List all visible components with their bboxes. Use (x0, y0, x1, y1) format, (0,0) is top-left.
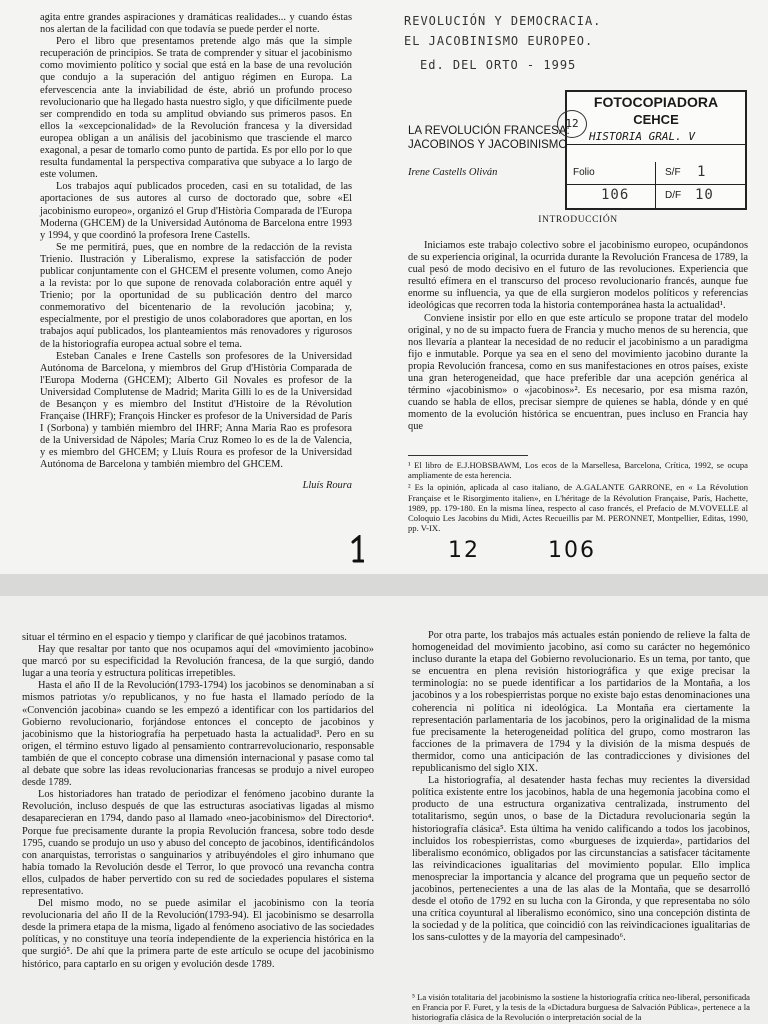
df-label: D/F (665, 190, 682, 201)
paragraph: Por otra parte, los trabajos más actuales están poniendo de relieve la falta de homogeneidad del movimiento jacobino, así como su carácter no hegemónico incluso durante la etapa del Gobierno revolucionario. Es un tema, por tanto, que se encuentra en plena revisión historiográfica y que exige precisar la terminología: no se puede identificar a los partidarios de la Montaña, a los jacobinos y a los robespierristas porque no existe bajo estas denominaciones una coherencia ni política ni ideológica. La Montaña era ciertamente la representación parlamentaria de los jacobinos, pero la originalidad de la misma fue precisamente la heterogeneidad política del grupo, como mostraron las facciones de la primavera de 1794 y la división de la misma después de thermidor, como una anticipación de las contradicciones y divisiones del republicanismo del siglo XIX. (412, 630, 750, 775)
paragraph: Hasta el año II de la Revolución(1793-1794) los jacobinos se denominaban a sí mismos patriotas y/o republicanos, y no fue hasta el llamado período de la «Convención jacobina» cuando se les empezó a identificar con los partidarios del Gobierno revolucionario, forjándose entonces el concepto de jacobinos y jacobinismo que la historiografía ha perpetuado hasta la actualidad³. Pero en su origen, el término estuvo ligado al pensamiento contrarrevolucionario, responsable también de que el concepto cobrase una dimensión internacional y pasase como tal al debate que sobre las ideas revolucionarias francesas se produjo a nivel europeo desde 1789. (22, 680, 374, 789)
paragraph: Del mismo modo, no se puede asimilar el jacobinismo con la teoría revolucionaria del año II de la Revolución(1793-94). El jacobinismo se desarrolla desde la primera etapa de la misma, ligado al fenómeno asociativo de las sociedades políticas, y no constituye una teoría independiente de la experiencia histórica en la que surgió⁵. De ahí que la primera parte de este artículo se ocupe del jacobinismo histórico, para captarlo en su origen y evolución desde 1789. (22, 898, 374, 970)
section-heading: INTRODUCCIÓN (538, 215, 618, 225)
photocopy-stamp-grid (565, 162, 747, 210)
stamp-subtitle: CEHCE (633, 112, 679, 127)
handwritten-note-line1: REVOLUCIÓN Y DEMOCRACIA. (404, 14, 602, 28)
paragraph: Los trabajos aquí publicados proceden, casi en su totalidad, de las aportaciones de sus autores al curso de doctorado que, sobre «El jacobinismo europeo», organizó el Grup d'Història Comparada de l'Europa Moderna (GHCEM) de la Universidad Autónoma de Barcelona entre 1993 y 1994, y que coordinó la profesora Irene Castells. (40, 181, 352, 241)
article-author: Irene Castells Oliván (408, 167, 498, 178)
df-value: 10 (695, 187, 714, 203)
page-divider (0, 574, 768, 596)
right-column-bottom (412, 630, 750, 944)
left-column-top (40, 12, 352, 494)
folio-label: Folio (573, 167, 595, 178)
handwritten-note-line3: Ed. DEL ORTO - 1995 (420, 58, 577, 72)
footnote-separator (408, 455, 528, 456)
bottom-page-spread (0, 596, 768, 1024)
paragraph: Conviene insistir por ello en que este artículo se propone tratar del modelo original, y no de su impacto fuera de Francia y mucho menos de su herencia, que nos llevaría a plantear la necesidad de no reducir el jacobinismo a un paradigma fijo e inmutable. Porque ya sea en el seno del movimiento jacobino durante la propia Revolución francesa, como en sus manifestaciones en otros países, existe una gran heterogeneidad, que hace preferible dar una acepción genérica al término «jacobinismo» o «jacobinos»². Es necesario, por esa misma razón, cuando se habla de ellos, precisar siempre de quienes se habla, dónde y en qué momento de la evolución histórica se encuentran, pues incluso en Francia hay que (408, 312, 748, 433)
page-number-right: 106 (548, 538, 596, 563)
folio-value: 106 (601, 187, 630, 203)
article-title: LA REVOLUCIÓN FRANCESA: JACOBINOS Y JACOBINISMO (408, 125, 570, 151)
right-column-top (408, 240, 748, 434)
signature: Lluís Roura (302, 479, 352, 491)
page-number-left: 12 (448, 538, 480, 563)
paragraph: Pero el libro que presentamos pretende algo más que la simple recuperación de principios. Se trata de comprender y situar el jacobinismo como movimiento político y social que está en la base de una revolución que condujo a la superación del antiguo régimen en Europa. La efervescencia ante la inviabilidad de éste, abrió un profundo proceso revolucionario que ha llegado hasta nuestro siglo, y que difícilmente puede ser comprendido en toda su amplitud obviando sus primeros pasos. En ellos la «excepcionalidad» de la Revolución francesa y la diversidad europea obligan a un análisis del jacobinismo que trasciende el marco exagonal, a pesar de tomarlo como punto de partida. Es por ello por lo que resulta fundamental la perspectiva comparativa que subyace a lo largo de este volumen. (40, 36, 352, 181)
footnote-5: ⁵ La visión totalitaria del jacobinismo la sostiene la historiografía crítica neo-liberal, personificada en Francia por F. Furet, y la tesis de la «Dictadura burguesa de Salvación Pública», pertenece a la historiografía clásica de la Revolución o interpretación social de la (412, 992, 750, 1023)
paragraph: Los historiadores han tratado de periodizar el fenómeno jacobino durante la Revolución, incluso después de que las estructuras asociativas ligadas al mismo desaparecieran en 1794, dando paso al llamado «neo-jacobinismo» del Directorio⁴. Porque fue precisamente durante la propia Revolución francesa, sobre todo desde 1795, cuando se produjo un uso y abuso del concepto de jacobinos, identificándolos con anarquistas, terroristas o sanguinarios y atribuyéndoles el giro inhumano que había tomado la Revolución desde el Terror, lo que provocó una revancha contra ellos, culpados de haber pervertido con su red de sociedades populares el sistema representativo. (22, 789, 374, 897)
footnote-2: ² Es la opinión, aplicada al caso italiano, de A.GALANTE GARRONE, en « La Révolution Française et le Risorgimento italien», en L'héritage de la Révolution Française, París, Hachette, 1989, pp. 179-180. En la misma línea, respecto al caso francés, el Prefacio de M.VOVELLE al Coloquio Les Jacobins du Midi, Actes Recueillis par M. PERONNET, Montpellier, Editas, 1990, pp. V-IX. (408, 482, 748, 534)
paragraph: situar el término en el espacio y tiempo y clarificar de qué jacobinos tratamos. (22, 632, 347, 643)
paragraph: Iniciamos este trabajo colectivo sobre el jacobinismo europeo, ocupándonos de su experiencia original, la ocurrida durante la Revolución Francesa de 1789, la cual pesó de modo decisivo en el futuro de las revoluciones. Experiencia que resultó efímera en el transcurso del proceso revolucionario francés, aunque fue enorme su influencia, ya que de ella surgieron modelos políticos y referencias ideológicas que recorren toda la historia contemporánea hasta la actualidad¹. (408, 240, 748, 312)
left-column-bottom (22, 632, 374, 971)
paragraph: agita entre grandes aspiraciones y dramáticas realidades... y cuando éstas nos alertan de la facilidad con que todavía se puede perder el norte. (40, 12, 352, 36)
footnotes-top (408, 460, 748, 535)
circled-number: 12 (557, 110, 587, 138)
handwritten-note-line2: EL JACOBINISMO EUROPEO. (404, 34, 594, 48)
paragraph: Se me permitirá, pues, que en nombre de la redacción de la revista Trienio. Ilustración y Liberalismo, exprese la satisfacción de poder publicar conjuntamente con el GHCEM el presente volumen, como Anejo a la revista: por lo que supone de renovada colaboración entre aquél y Trienio; por la oportunidad de su publicación dentro del marco conmemorativo del bicentenario de la revolución jacobina; y, especialmente, por el prestigio de unos colaboradores que aportan, en los trabajos aquí publicados, los planteamientos más renovadores y rigurosos de la historiografía europea actual sobre el tema. (40, 241, 352, 350)
photocopy-stamp (565, 90, 747, 166)
paragraph: Hay que resaltar por tanto que nos ocupamos aquí del «movimiento jacobino» que marcó por su especificidad la Revolución francesa, de la que surgió, dando lugar a una teoría y estructura políticas irrepetibles. (22, 644, 374, 680)
stamp-course: HISTORIA GRAL. V (589, 130, 695, 143)
paragraph: Esteban Canales e Irene Castells son profesores de la Universidad Autónoma de Barcelona, y miembros del Grup d'Història Comparada de l'Europa Moderna (GHCEM); Alberto Gil Novales es profesor de la Universidad Complutense de Madrid; Marita Gilli lo es de la Universidad de Besançon y es miembro del Institut d'Histoire de la Révolution Française (IHRF); François Hincker es profesor de la Universidad de París I (Sorbona) y también miembro del IHRF; Anna Maria Rao es profesora de la Universidad de Nápoles; María Cruz Romeo lo es de la de Valencia, y es miembro del GHCEM; y Lluís Roura es profesor de la Universidad Autónoma de Barcelona y también miembro del GHCEM. (40, 350, 352, 471)
handwritten-mark (350, 535, 364, 563)
paragraph: La historiografía, al desatender hasta fechas muy recientes la diversidad política existente entre los jacobinos, habla de una hegemonía jacobina como el producto de una estructura organizativa centralizada, instrumento del totalitarismo, según unos, o base de la Dictadura revolucionaria según la historiografía clásica⁵. Esta última ha venido calificando a todos los jacobinos, incluidos los robespierristas, como «burgueses de izquierda», partidarios del liberalismo económico, obligados por las circunstancias a satisfacer tácitamente las reivindicaciones igualitarias del movimiento popular. Ello implica menospreciar la importancia y alcance del programa que un pequeño sector de jacobinos, pertenecientes a una de las alas de la Montaña, que se desarrolló desde el otoño de 1792 en su lucha con la Gironda, y que representaba no sólo una crítica coyuntural al liberalismo económico, sino una concepción distinta de la sociedad y de la política, que coincidió con las reivindicaciones igualitarias de los sans-culottes y de la mayoría del campesinado⁶. (412, 775, 750, 944)
footnote-1: ¹ El libro de E.J.HOBSBAWM, Los ecos de la Marsellesa, Barcelona, Crítica, 1992, se ocupa ampliamente de esta herencia. (408, 460, 748, 481)
stamp-title: FOTOCOPIADORA (593, 94, 719, 110)
sf-value: 1 (697, 164, 707, 180)
sf-label: S/F (665, 167, 681, 178)
